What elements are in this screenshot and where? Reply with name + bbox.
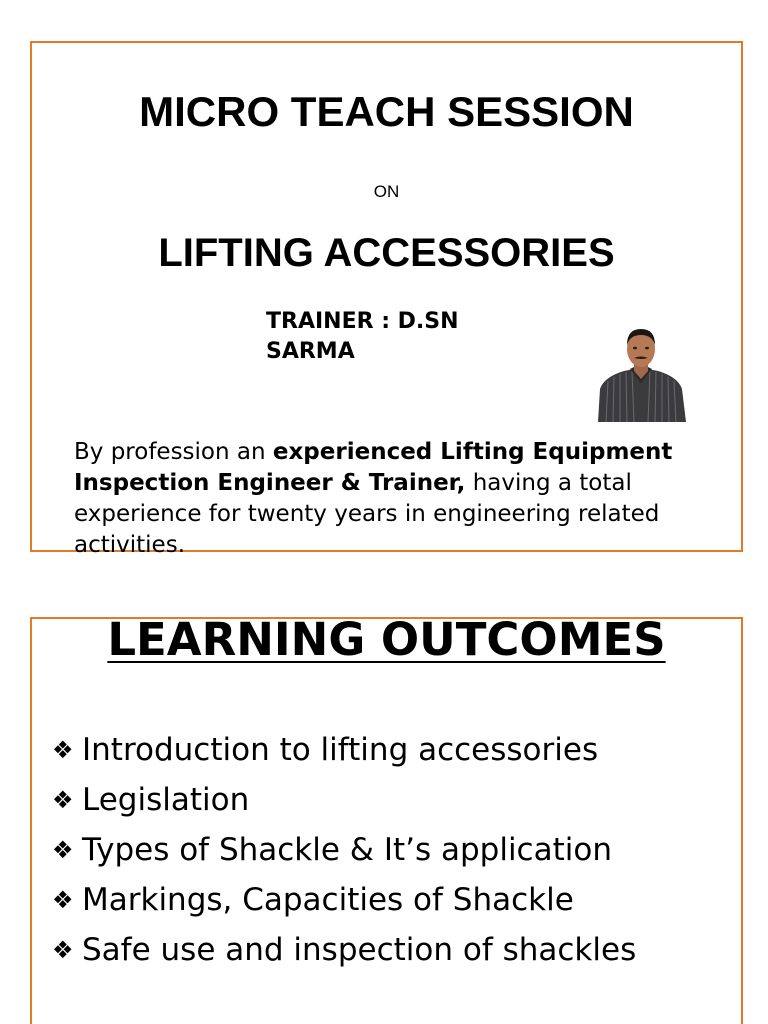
learning-outcomes-slide xyxy=(30,613,743,1024)
trainer-line-1: TRAINER : D.SN xyxy=(266,309,459,334)
trainer-photo xyxy=(594,319,688,422)
diamond-bullet-icon: ❖ xyxy=(52,836,74,864)
learning-outcomes-title: LEARNING OUTCOMES xyxy=(107,613,666,666)
trainer-bio xyxy=(74,437,714,561)
outcome-text: Safe use and inspection of shackles xyxy=(82,932,637,968)
outcome-text: Legislation xyxy=(82,782,250,818)
bio-intro: By profession an xyxy=(74,439,273,465)
bio-rest: having a total experience for twenty years in engineering related activities. xyxy=(74,470,660,558)
outcome-text: Types of Shackle & It’s application xyxy=(82,832,612,868)
outcomes-list xyxy=(52,725,636,975)
on-label: ON xyxy=(373,182,400,201)
title-slide xyxy=(30,41,743,558)
list-item xyxy=(52,875,636,925)
diamond-bullet-icon: ❖ xyxy=(52,886,74,914)
list-item xyxy=(52,775,636,825)
diamond-bullet-icon: ❖ xyxy=(52,736,74,764)
trainer-line-2: SARMA xyxy=(266,339,355,364)
list-item xyxy=(52,825,636,875)
list-item xyxy=(52,725,636,775)
trainer-portrait-icon xyxy=(594,319,688,422)
list-item xyxy=(52,925,636,975)
slide-subtitle: LIFTING ACCESSORIES xyxy=(158,231,615,275)
outcome-text: Introduction to lifting accessories xyxy=(82,732,599,768)
slide-title: MICRO TEACH SESSION xyxy=(139,88,634,135)
trainer-name xyxy=(266,307,516,367)
diamond-bullet-icon: ❖ xyxy=(52,786,74,814)
bio-bold: experienced Lifting Equipment Inspection Engineer & Trainer, xyxy=(74,439,673,496)
diamond-bullet-icon: ❖ xyxy=(52,936,74,964)
outcome-text: Markings, Capacities of Shackle xyxy=(82,882,574,918)
